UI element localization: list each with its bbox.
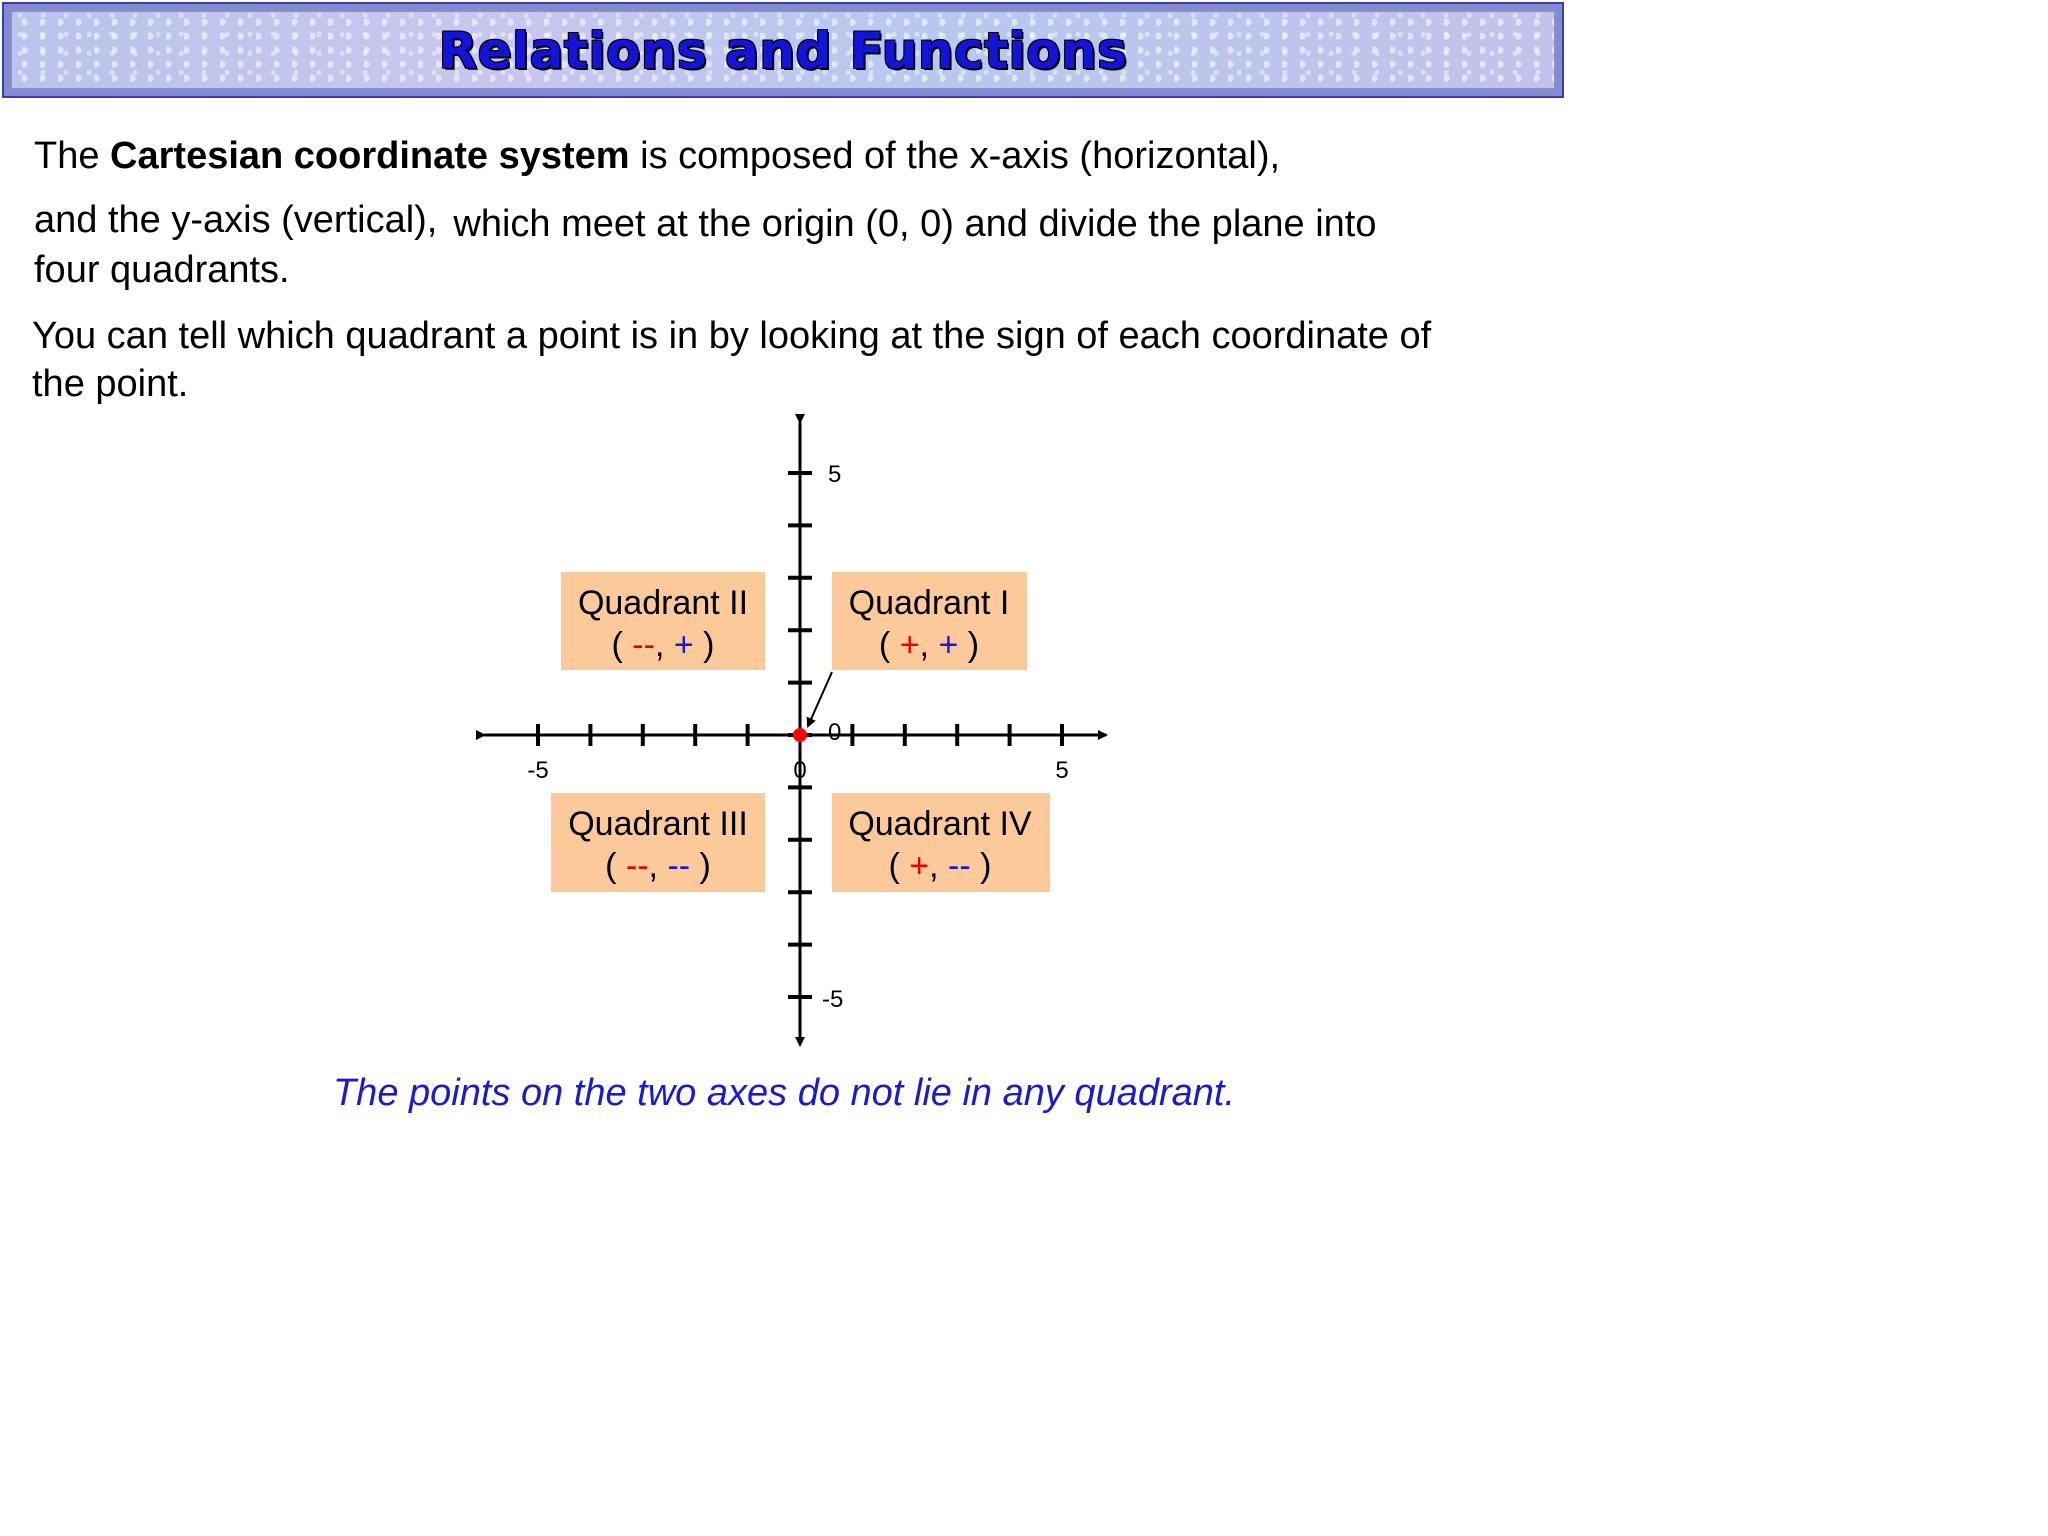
sign-open: ( (878, 626, 900, 664)
paragraph-3-line-2: the point. (32, 363, 189, 405)
page-title: Relations and Functions (438, 22, 1128, 80)
p1-post: is composed of the x-axis (horizontal), (629, 135, 1281, 177)
x-sign: + (909, 847, 930, 885)
paragraph-2-line-2: four quadrants. (34, 249, 290, 291)
quadrant-box (832, 572, 1027, 670)
p1-bold-term: Cartesian coordinate system (110, 135, 630, 177)
x-tick-label-min: -5 (527, 757, 549, 784)
p2-a: and the y-axis (vertical), (34, 199, 438, 241)
quadrant-name: Quadrant III (568, 805, 748, 843)
sign-close: ) (693, 626, 715, 664)
quadrant-signs (879, 626, 979, 664)
y-sign: -- (667, 847, 691, 885)
quadrant-signs (612, 626, 715, 664)
origin-point (793, 728, 807, 742)
quadrant-box (561, 572, 765, 670)
sign-comma: , (919, 626, 939, 664)
x-sign: + (899, 626, 920, 664)
x-sign: -- (625, 847, 649, 885)
sign-close: ) (970, 847, 992, 885)
sign-comma: , (648, 847, 668, 885)
quadrant-name: Quadrant I (848, 584, 1010, 622)
p1-pre: The (34, 135, 111, 177)
paragraph-3-line-1: You can tell which quadrant a point is in by looking at the sign of each coordinate of (32, 315, 1432, 357)
axes-group (484, 422, 1106, 1045)
y-sign: + (938, 626, 959, 664)
quadrant-box (832, 793, 1050, 892)
sign-comma: , (929, 847, 949, 885)
sign-close: ) (690, 847, 711, 885)
footnote: The points on the two axes do not lie in any quadrant. (332, 1072, 1236, 1114)
quadrant-signs (605, 847, 711, 885)
quadrant-name: Quadrant IV (848, 805, 1032, 843)
p2-b: which meet at the origin (0, 0) and divide the plane into (453, 203, 1377, 245)
sign-comma: , (654, 626, 674, 664)
sign-open: ( (888, 847, 910, 885)
quadrant-name: Quadrant II (577, 584, 749, 622)
y-tick-label-max: 5 (828, 461, 842, 488)
sign-open: ( (611, 626, 633, 664)
quadrant-signs (889, 847, 992, 885)
y-sign: + (673, 626, 694, 664)
y-tick-label-min: -5 (822, 986, 844, 1013)
x-tick-label-max: 5 (1055, 757, 1069, 784)
quadrant-box (551, 793, 765, 892)
y-sign: -- (948, 847, 971, 885)
y-tick-label-zero: 0 (828, 719, 842, 746)
x-sign: -- (632, 626, 655, 664)
x-tick-label-zero: 0 (793, 757, 807, 784)
sign-open: ( (605, 847, 626, 885)
origin-pointer-arrow (808, 672, 832, 726)
sign-close: ) (958, 626, 980, 664)
